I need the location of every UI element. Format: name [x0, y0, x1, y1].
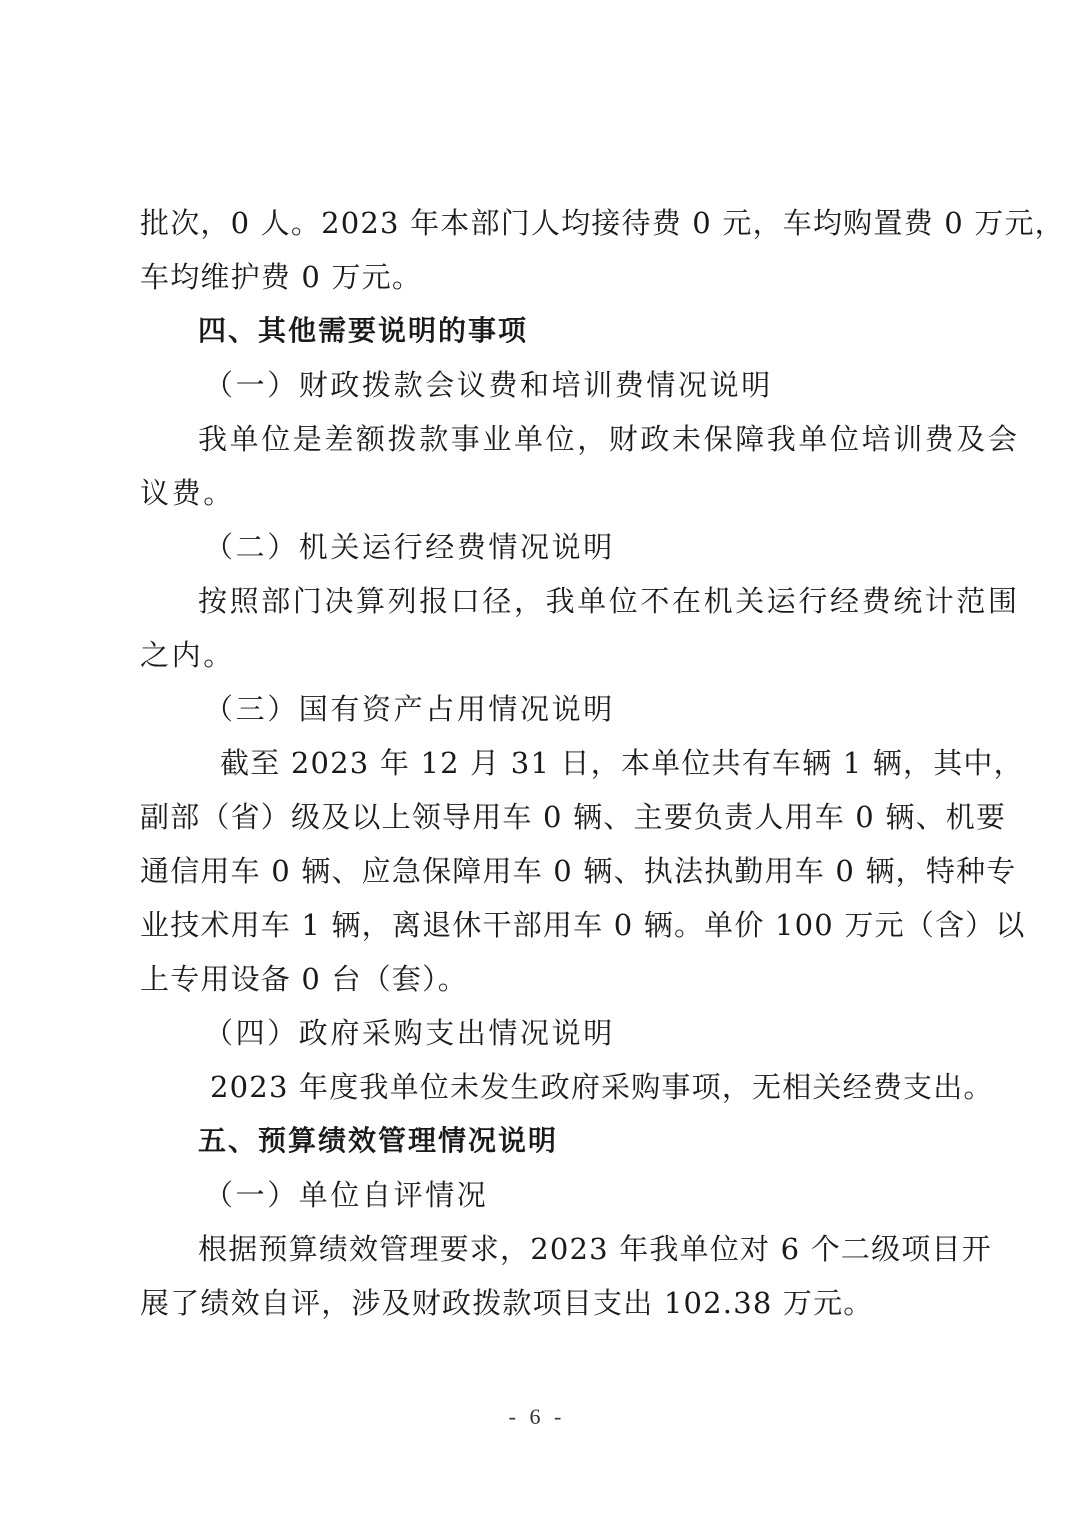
section-heading-4: 四、其他需要说明的事项	[198, 314, 529, 347]
section-heading-5: 五、预算绩效管理情况说明	[198, 1124, 559, 1157]
paragraph-line: 上专用设备 0 台（套）。	[140, 962, 468, 996]
paragraph-line: 业技术用车 1 辆，离退休干部用车 0 辆。单价 100 万元（含）以	[140, 908, 1026, 942]
paragraph-line: 展了绩效自评，涉及财政拨款项目支出 102.38 万元。	[140, 1286, 874, 1320]
paragraph-line: 议费。	[140, 476, 235, 510]
subsection-heading: （一）单位自评情况	[204, 1178, 489, 1212]
paragraph-line: 车均维护费 0 万元。	[140, 260, 423, 294]
subsection-heading: （四）政府采购支出情况说明	[204, 1016, 615, 1050]
paragraph-line: 通信用车 0 辆、应急保障用车 0 辆、执法执勤用车 0 辆，特种专	[140, 854, 1017, 888]
paragraph-line: 副部（省）级及以上领导用车 0 辆、主要负责人用车 0 辆、机要	[140, 800, 1007, 834]
page-number: - 6 -	[508, 1404, 566, 1429]
paragraph-line: 之内。	[140, 638, 235, 672]
document-body	[140, 196, 1065, 1330]
paragraph-line: 批次，0 人。2023 年本部门人均接待费 0 元，车均购置费 0 万元，	[140, 206, 1065, 240]
subsection-heading: （二）机关运行经费情况说明	[204, 530, 615, 564]
paragraph-line: 2023 年度我单位未发生政府采购事项，无相关经费支出。	[210, 1070, 994, 1104]
paragraph-line: 我单位是差额拨款事业单位，财政未保障我单位培训费及会	[198, 422, 1020, 456]
subsection-heading: （三）国有资产占用情况说明	[204, 692, 615, 726]
paragraph-line: 按照部门决算列报口径，我单位不在机关运行经费统计范围	[198, 584, 1020, 618]
paragraph-line: 根据预算绩效管理要求，2023 年我单位对 6 个二级项目开	[198, 1232, 992, 1266]
paragraph-line: 截至 2023 年 12 月 31 日，本单位共有车辆 1 辆，其中，	[220, 746, 1024, 780]
subsection-heading: （一）财政拨款会议费和培训费情况说明	[204, 368, 773, 402]
